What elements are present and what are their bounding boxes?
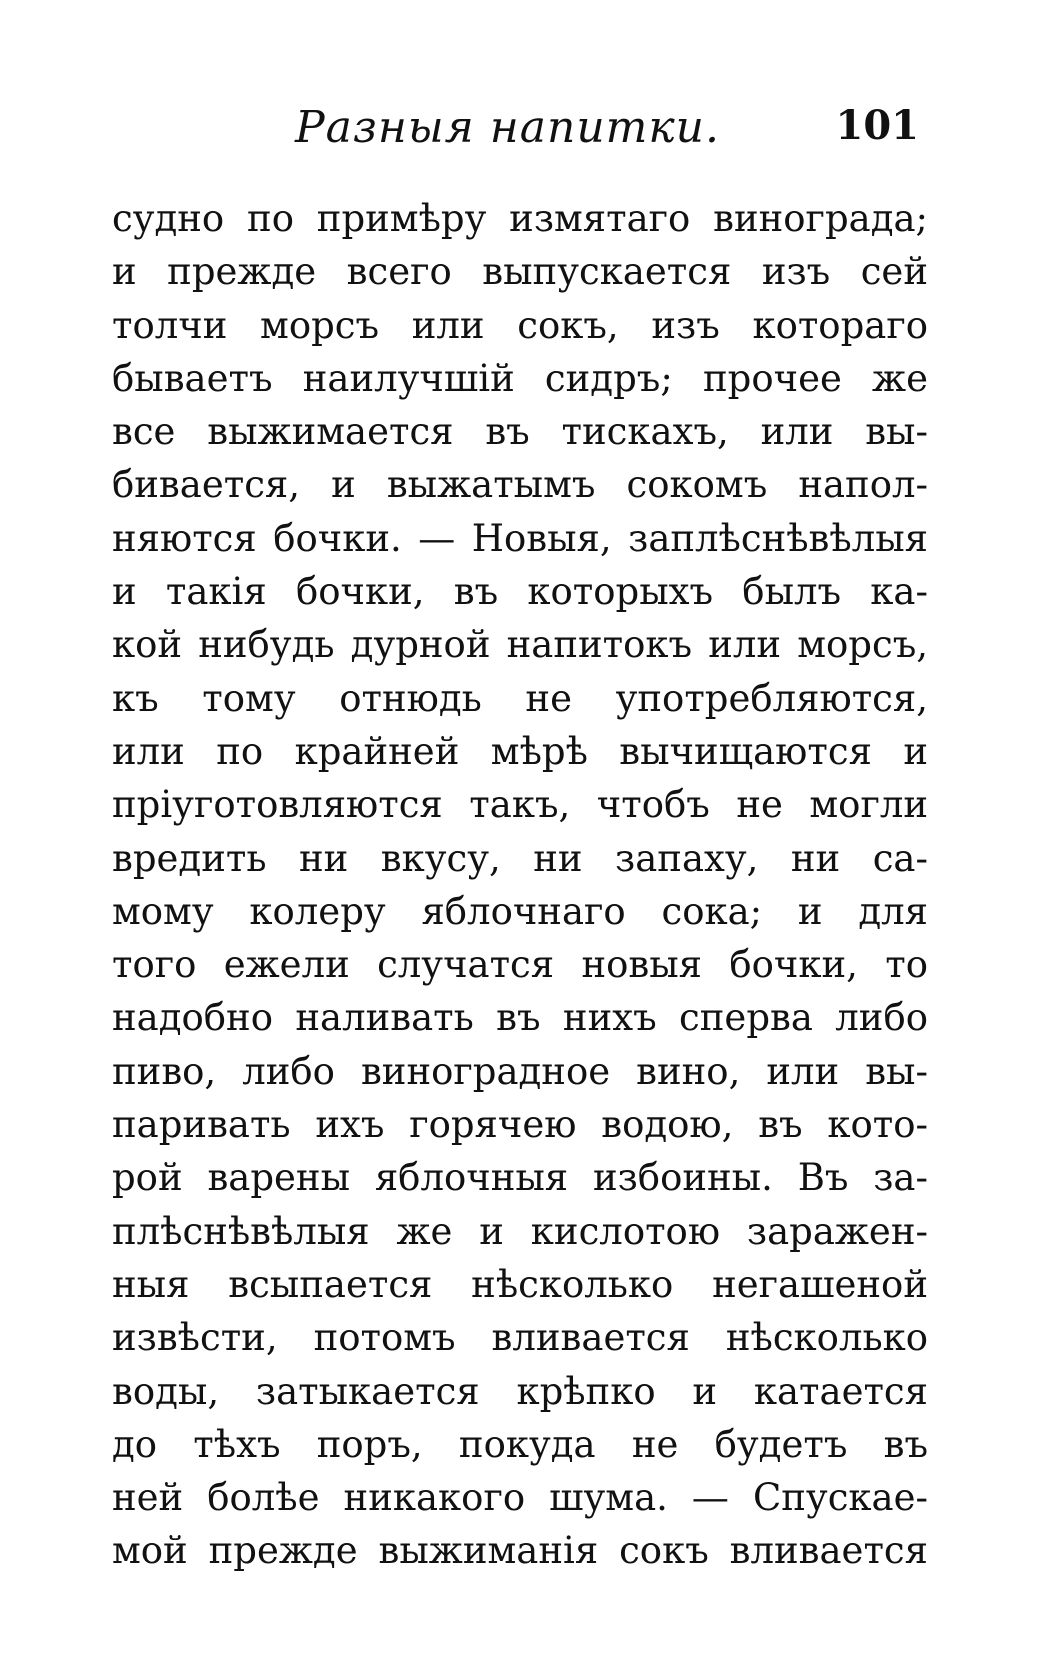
text-line: паривать ихъ горячею водою, въ кото-: [112, 1103, 928, 1147]
text-line: до тѣхъ поръ, покуда не будетъ въ: [112, 1422, 928, 1466]
text-line: вредить ни вкусу, ни запаху, ни са-: [112, 836, 928, 880]
text-line: кой нибудь дурной напитокъ или морсъ,: [112, 623, 928, 667]
text-line: мой прежде выжиманія сокъ вливается: [112, 1529, 928, 1573]
text-line: бивается, и выжатымъ сокомъ напол-: [112, 463, 928, 507]
text-line: ней болѣе никакого шума. — Спускае-: [112, 1476, 928, 1520]
text-line: бываетъ наилучшій сидръ; прочее же: [112, 356, 928, 400]
text-line: толчи морсъ или сокъ, изъ котораго: [112, 303, 928, 347]
text-line: надобно наливать въ нихъ сперва либо: [112, 996, 928, 1040]
running-title: Разныя напитки.: [295, 102, 720, 153]
page-number: 101: [835, 102, 919, 149]
text-line: няются бочки. — Новыя, заплѣснѣвѣлыя: [112, 516, 928, 560]
body-text: [112, 192, 928, 1578]
text-line: мому колеру яблочнаго сока; и для: [112, 889, 928, 933]
text-line: ныя всыпается нѣсколько негашеной: [112, 1262, 928, 1306]
text-line: воды, затыкается крѣпко и катается: [112, 1369, 928, 1413]
text-line: и такія бочки, въ которыхъ былъ ка-: [112, 570, 928, 614]
text-line: и прежде всего выпускается изъ сей: [112, 250, 928, 294]
text-line: пріуготовляются такъ, чтобъ не могли: [112, 783, 928, 827]
text-line: или по крайней мѣрѣ вычищаются и: [112, 729, 928, 773]
text-line: извѣсти, потомъ вливается нѣсколько: [112, 1316, 928, 1360]
running-head: [110, 102, 925, 162]
text-line: судно по примѣру измятаго винограда;: [112, 197, 928, 240]
text-line: пиво, либо виноградное вино, или вы-: [112, 1049, 928, 1093]
text-line: къ тому отнюдь не употребляются,: [112, 676, 928, 720]
text-line: того ежели случатся новыя бочки, то: [112, 943, 928, 987]
text-line: плѣснѣвѣлыя же и кислотою заражен-: [112, 1209, 928, 1253]
text-line: все выжимается въ тискахъ, или вы-: [112, 410, 928, 454]
text-line: рой варены яблочныя избоины. Въ за-: [112, 1156, 928, 1200]
